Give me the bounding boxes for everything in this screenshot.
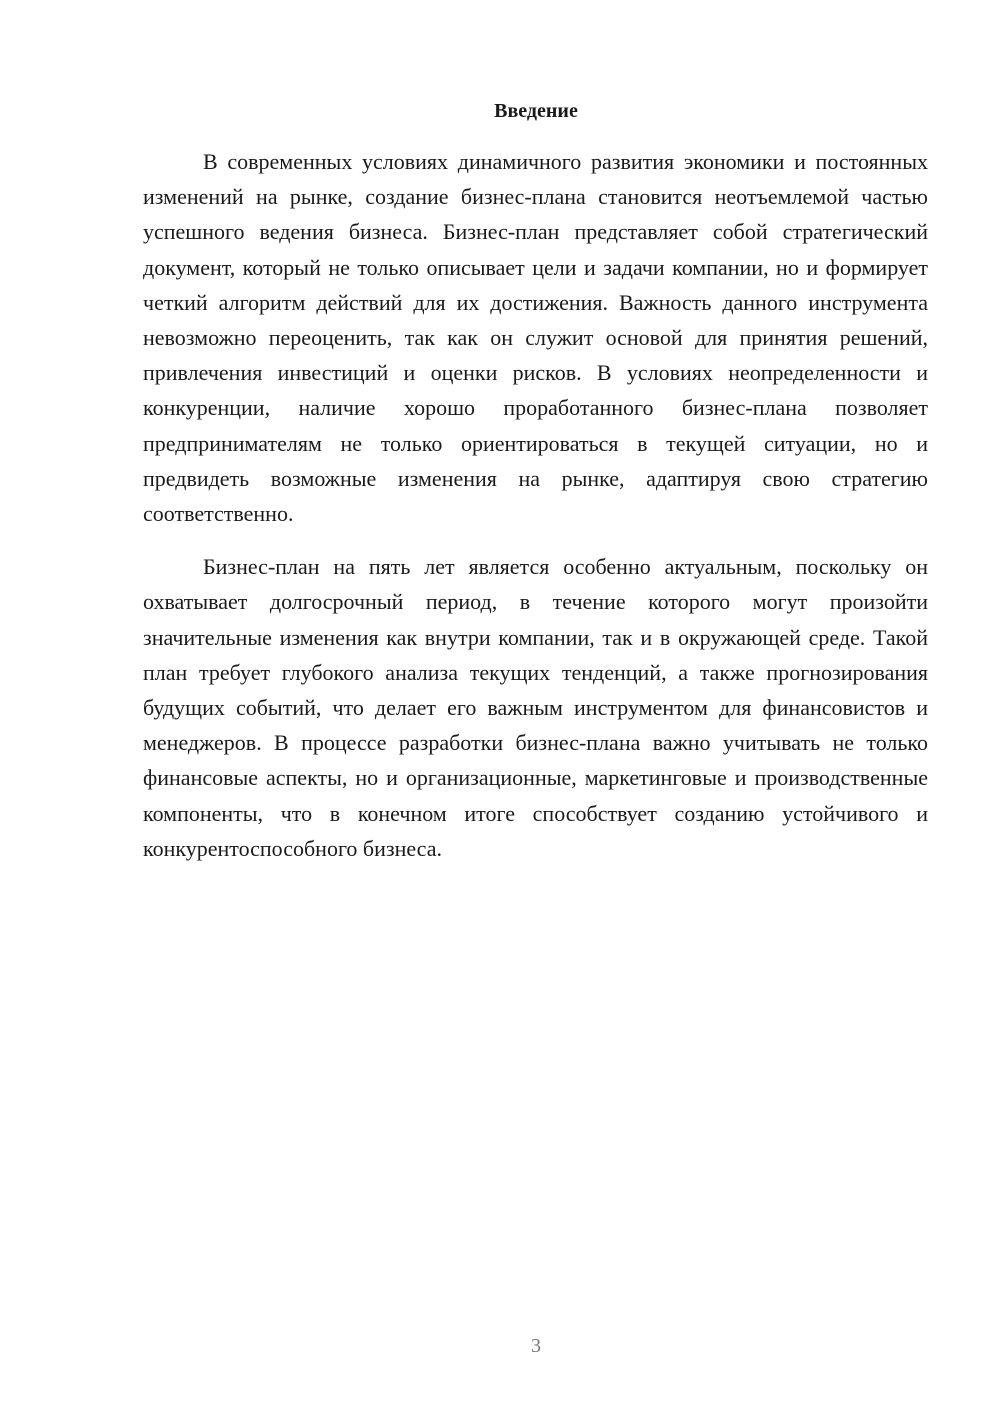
section-heading: Введение (494, 100, 578, 122)
page-number: 3 (531, 1335, 541, 1357)
body-text (143, 144, 928, 866)
paragraph-1: В современных условиях динамичного развития экономики и постоянных изменений на рынке, создание бизнес-плана становится неотъемлемой частью успешного ведения бизнеса. Бизнес-план представляет собой стратегический документ, который не только описывает цели и задачи компании, но и формирует четкий алгоритм действий для их достижения. Важность данного инструмента невозможно переоценить, так как он служит основой для принятия решений, привлечения инвестиций и оценки рисков. В условиях неопределенности и конкуренции, наличие хорошо проработанного бизнес-плана позволяет предпринимателям не только ориентироваться в текущей ситуации, но и предвидеть возможные изменения на рынке, адаптируя свою стратегию соответственно. (143, 149, 928, 527)
paragraph-2: Бизнес-план на пять лет является особенно актуальным, поскольку он охватывает долгосрочный период, в течение которого могут произойти значительные изменения как внутри компании, так и в окружающей среде. Такой план требует глубокого анализа текущих тенденций, а также прогнозирования будущих событий, что делает его важным инструментом для финансовистов и менеджеров. В процессе разработки бизнес-плана важно учитывать не только финансовые аспекты, но и организационные, маркетинговые и производственные компоненты, что в конечном итоге способствует созданию устойчивого и конкурентоспособного бизнеса. (143, 554, 928, 861)
